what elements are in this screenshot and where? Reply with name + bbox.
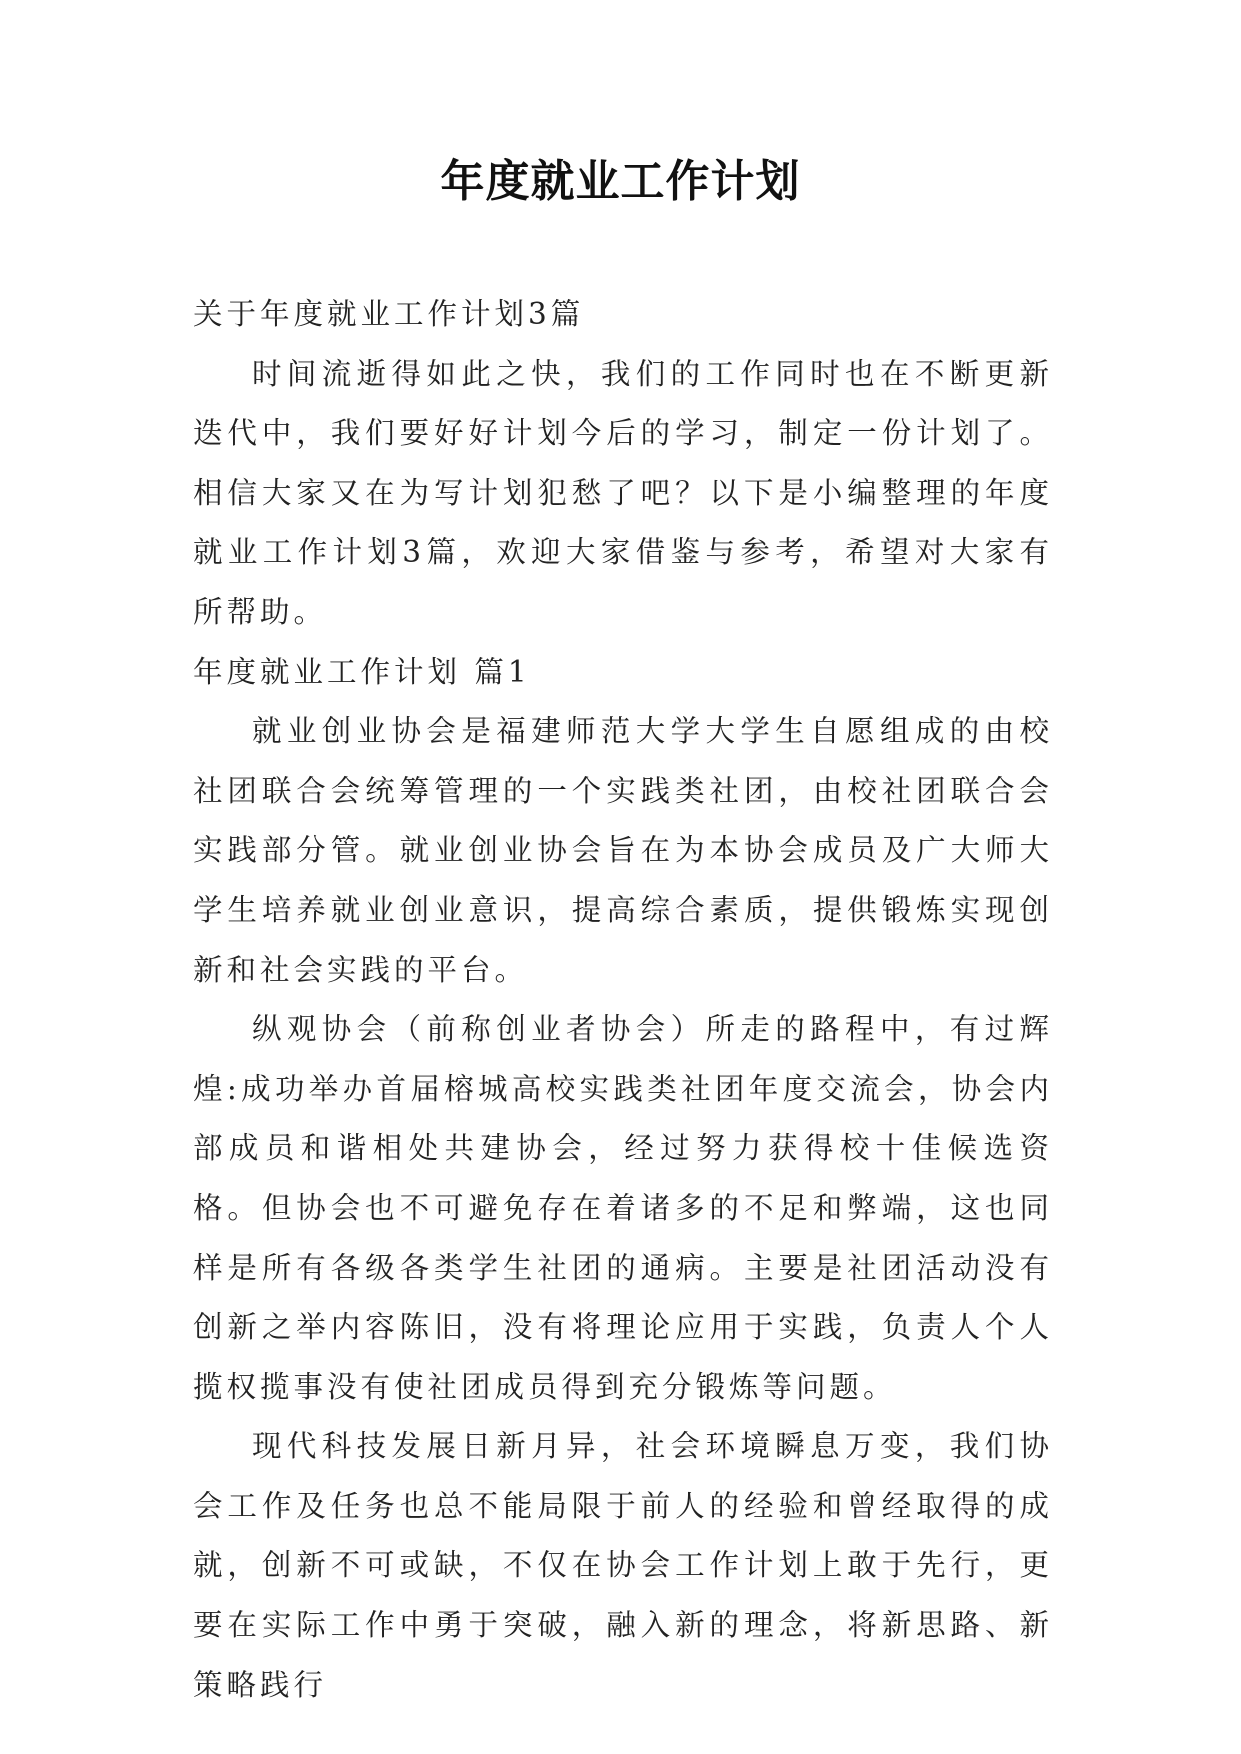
section-heading: 年度就业工作计划 篇1 bbox=[193, 654, 531, 689]
document-title: 年度就业工作计划 bbox=[440, 156, 801, 207]
paragraph: 时间流逝得如此之快，我们的工作同时也在不断更新迭代中，我们要好好计划今后的学习，制定一份计划了。相信大家又在为写计划犯愁了吧？以下是小编整理的年度就业工作计划3篇，欢迎大家借鉴与参考，希望对大家有所帮助。 bbox=[193, 356, 1053, 629]
paragraph: 现代科技发展日新月异，社会环境瞬息万变，我们协会工作及任务也总不能局限于前人的经验和曾经取得的成就，创新不可或缺，不仅在协会工作计划上敢于先行，更要在实际工作中勇于突破，融入新的理念，将新思路、新策略践行 bbox=[193, 1429, 1053, 1702]
paragraph: 就业创业协会是福建师范大学大学生自愿组成的由校社团联合会统筹管理的一个实践类社团，由校社团联合会实践部分管。就业创业协会旨在为本协会成员及广大师大学生培养就业创业意识，提高综合素质，提供锻炼实现创新和社会实践的平台。 bbox=[193, 714, 1053, 987]
paragraph: 关于年度就业工作计划3篇 bbox=[193, 297, 585, 331]
document-body bbox=[193, 285, 1053, 1715]
paragraph: 纵观协会（前称创业者协会）所走的路程中，有过辉煌:成功举办首届榕城高校实践类社团年度交流会，协会内部成员和谐相处共建协会，经过努力获得校十佳候选资格。但协会也不可避免存在着诸多的不足和弊端，这也同样是所有各级各类学生社团的通病。主要是社团活动没有创新之举内容陈旧，没有将理论应用于实践，负责人个人揽权揽事没有使社团成员得到充分锻炼等问题。 bbox=[193, 1012, 1053, 1404]
